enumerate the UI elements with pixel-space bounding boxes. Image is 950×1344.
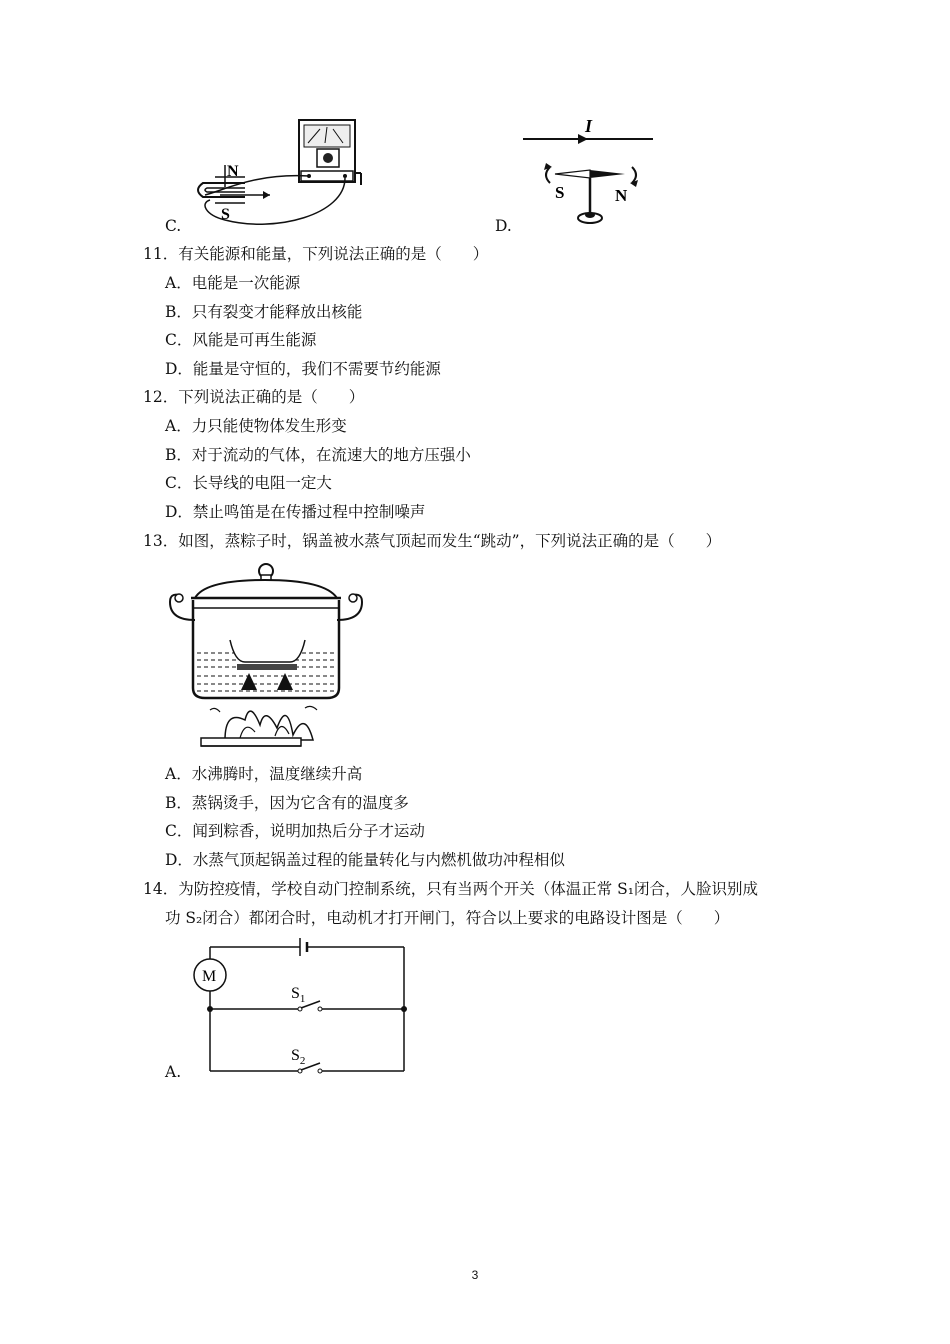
option-c-label: C. (165, 217, 182, 235)
q13-option-a: A．水沸腾时，温度继续升高 (165, 765, 363, 783)
option-d-label: D. (495, 217, 512, 235)
q12-option-d: D．禁止鸣笛是在传播过程中控制噪声 (165, 503, 426, 521)
switch-s1-label: $S_1$ (291, 985, 306, 1005)
figure-d-oersted (520, 115, 660, 230)
needle-s-label: S (555, 183, 565, 202)
q11-option-c: C．风能是可再生能源 (165, 331, 317, 349)
q14-stem-line1: 14．为防控疫情，学校自动门控制系统，只有当两个开关（体温正常 S₁闭合，人脸识别成 (143, 880, 758, 898)
q11-option-b: B．只有裂变才能释放出核能 (165, 303, 363, 321)
figure-c-magnet-galvanometer (185, 115, 370, 230)
q12-option-c: C．长导线的电阻一定大 (165, 474, 332, 492)
q12-option-b: B．对于流动的气体，在流速大的地方压强小 (165, 446, 471, 464)
q13-option-c: C．闻到粽香，说明加热后分子才运动 (165, 822, 425, 840)
page-number: 3 (471, 1268, 479, 1282)
q13-option-b: B．蒸锅烫手，因为它含有的温度多 (165, 794, 409, 812)
q14-stem-line2: 功 S₂闭合）都闭合时，电动机才打开闸门，符合以上要求的电路设计图是（ ） (165, 909, 730, 927)
q11-option-d: D．能量是守恒的，我们不需要节约能源 (165, 360, 441, 378)
current-i-label: I (585, 116, 593, 136)
q11-stem: 11．有关能源和能量，下列说法正确的是（ ） (143, 245, 489, 263)
figure-circuit-a (188, 935, 413, 1077)
q13-stem: 13．如图，蒸粽子时，锅盖被水蒸气顶起而发生“跳动”，下列说法正确的是（ ） (143, 532, 722, 550)
figure-steamer-pot (165, 560, 370, 755)
motor-m-label: M (202, 968, 217, 985)
magnet-s-label: S (221, 206, 230, 223)
magnet-n-label: N (227, 163, 239, 180)
switch-s2-label: $S_2$ (291, 1047, 306, 1067)
q12-stem: 12．下列说法正确的是（ ） (143, 388, 365, 406)
q11-option-a: A．电能是一次能源 (165, 274, 301, 292)
q12-option-a: A．力只能使物体发生形变 (165, 417, 347, 435)
q13-option-d: D．水蒸气顶起锅盖过程的能量转化与内燃机做功冲程相似 (165, 851, 565, 869)
needle-n-label: N (615, 186, 628, 205)
q14-option-a-label: A. (165, 1063, 182, 1081)
